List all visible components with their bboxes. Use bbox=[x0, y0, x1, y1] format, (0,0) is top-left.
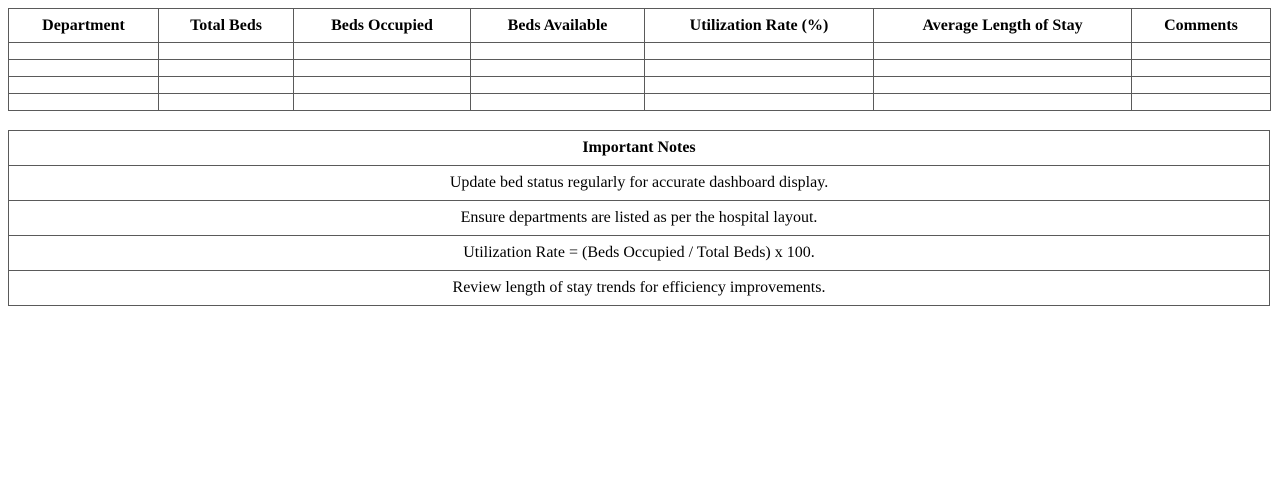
table-cell[interactable] bbox=[874, 60, 1132, 77]
note-item: Review length of stay trends for efficiency improvements. bbox=[9, 271, 1270, 306]
table-cell[interactable] bbox=[159, 43, 294, 60]
table-cell[interactable] bbox=[294, 60, 471, 77]
table-cell[interactable] bbox=[471, 94, 645, 111]
table-cell[interactable] bbox=[1132, 94, 1271, 111]
table-cell[interactable] bbox=[9, 77, 159, 94]
table-cell[interactable] bbox=[9, 43, 159, 60]
column-header-total-beds: Total Beds bbox=[159, 9, 294, 43]
note-row bbox=[9, 166, 1270, 201]
column-header-comments: Comments bbox=[1132, 9, 1271, 43]
table-cell[interactable] bbox=[159, 77, 294, 94]
table-cell[interactable] bbox=[1132, 77, 1271, 94]
column-header-beds-occupied: Beds Occupied bbox=[294, 9, 471, 43]
table-cell[interactable] bbox=[874, 94, 1132, 111]
note-row bbox=[9, 236, 1270, 271]
note-row bbox=[9, 201, 1270, 236]
table-cell[interactable] bbox=[9, 60, 159, 77]
column-header-department: Department bbox=[9, 9, 159, 43]
column-header-average-length-of-stay: Average Length of Stay bbox=[874, 9, 1132, 43]
table-cell[interactable] bbox=[645, 94, 874, 111]
table-row bbox=[9, 43, 1271, 60]
notes-title: Important Notes bbox=[9, 131, 1270, 166]
table-cell[interactable] bbox=[645, 77, 874, 94]
table-row bbox=[9, 77, 1271, 94]
table-cell[interactable] bbox=[645, 43, 874, 60]
note-item: Update bed status regularly for accurate dashboard display. bbox=[9, 166, 1270, 201]
table-header-row bbox=[9, 9, 1271, 43]
table-cell[interactable] bbox=[471, 60, 645, 77]
table-cell[interactable] bbox=[9, 94, 159, 111]
column-header-beds-available: Beds Available bbox=[471, 9, 645, 43]
table-cell[interactable] bbox=[471, 43, 645, 60]
table-cell[interactable] bbox=[294, 77, 471, 94]
important-notes-table bbox=[8, 130, 1270, 306]
table-cell[interactable] bbox=[294, 43, 471, 60]
table-cell[interactable] bbox=[159, 60, 294, 77]
table-cell[interactable] bbox=[159, 94, 294, 111]
table-cell[interactable] bbox=[645, 60, 874, 77]
table-cell[interactable] bbox=[874, 77, 1132, 94]
table-cell[interactable] bbox=[471, 77, 645, 94]
table-cell[interactable] bbox=[1132, 43, 1271, 60]
table-cell[interactable] bbox=[1132, 60, 1271, 77]
column-header-utilization-rate: Utilization Rate (%) bbox=[645, 9, 874, 43]
notes-header-row bbox=[9, 131, 1270, 166]
table-row bbox=[9, 60, 1271, 77]
note-row bbox=[9, 271, 1270, 306]
table-cell[interactable] bbox=[294, 94, 471, 111]
table-cell[interactable] bbox=[874, 43, 1132, 60]
bed-occupancy-table bbox=[8, 8, 1271, 111]
note-item: Utilization Rate = (Beds Occupied / Total Beds) x 100. bbox=[9, 236, 1270, 271]
table-row bbox=[9, 94, 1271, 111]
page-content bbox=[8, 8, 1270, 306]
note-item: Ensure departments are listed as per the hospital layout. bbox=[9, 201, 1270, 236]
